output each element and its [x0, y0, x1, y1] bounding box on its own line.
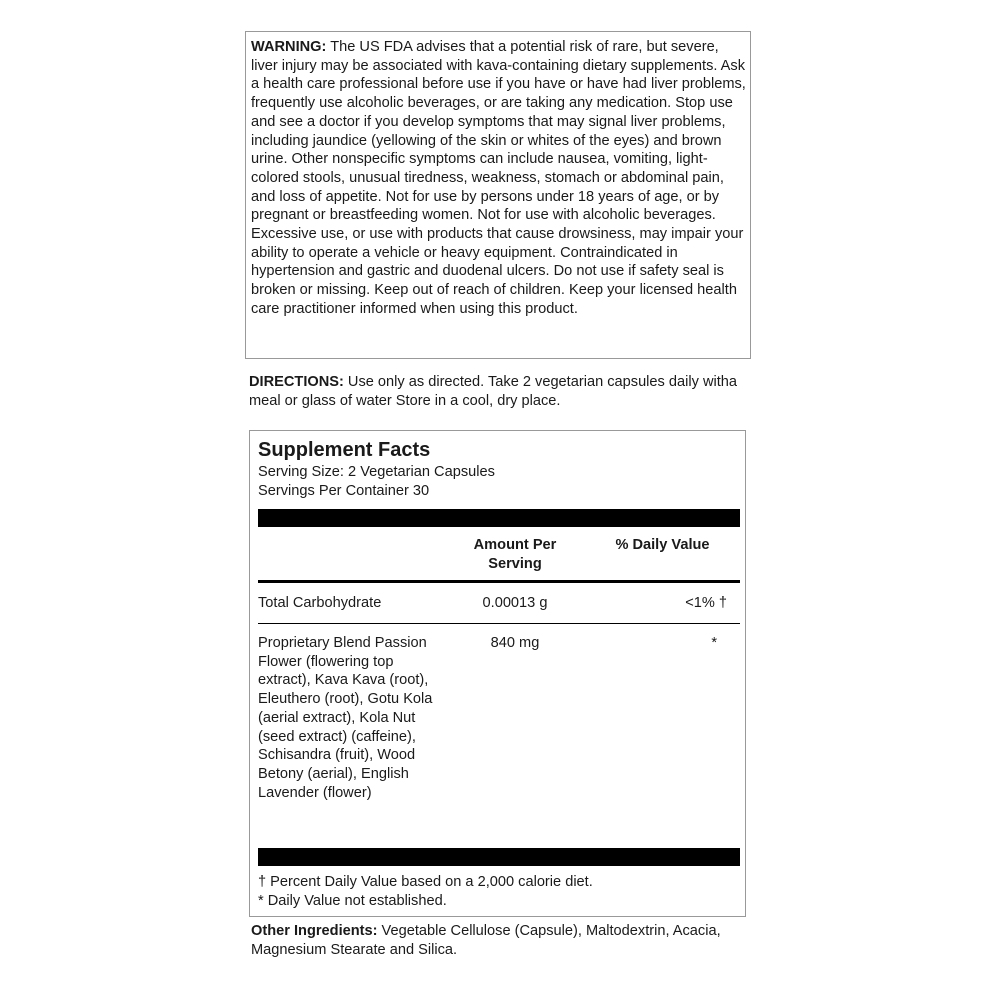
- directions-text: Use only as directed. Take 2 vegetarian capsules daily witha meal or glass of water Store in a cool, dry place.: [249, 374, 738, 409]
- warning-text: The US FDA advises that a potential risk of rare, but severe, liver injury may be associated with kava-containing dietary supplements. Ask a health care professional before use if you have or have had liver problems, frequently use alcoholic beverages, or are taking any medication. Stop use and see a doctor if you develop symptoms that may signal liver problems, including jaundice (yellowing of the skin or whites of the eyes) and brown urine. Other nonspecific symptoms can include nausea, vomiting, light-colored stools, unusual tiredness, weakness, stomach or abdominal pain, and loss of appetite. Not for use by persons under 18 years of age, or by pregnant or breastfeeding women. Not for use with alcoholic beverages. Excessive use, or use with products that cause drowsiness, may impair your ability to operate a vehicle or heavy equipment. Contraindicated in hypertension and gastric and duodenal ulcers. Do not use if safety seal is broken or missing. Keep out of reach of children. Keep your licensed health care practitioner informed when using this product.: [251, 39, 746, 317]
- blend-daily-value: *: [711, 635, 717, 651]
- servings-per-container: Servings Per Container 30: [258, 483, 430, 499]
- warning-box: [245, 31, 751, 359]
- other-ingredients-label: Other Ingredients:: [251, 923, 378, 939]
- column-header-amount: Amount Per Serving: [473, 537, 557, 572]
- row-divider: [258, 623, 740, 624]
- blend-name: Proprietary Blend Passion Flower (flowering top extract), Kava Kava (root), Eleuthero (root), Gotu Kola (aerial extract), Kola Nut (seed extract) (caffeine), Schisandra (fruit), Wood Betony (aerial), English Lavender (flower): [258, 635, 433, 801]
- footnote-not-established: * Daily Value not established.: [258, 893, 447, 909]
- serving-info: [258, 463, 495, 501]
- footnote-percent-dv: † Percent Daily Value based on a 2,000 calorie diet.: [258, 874, 593, 890]
- nutrient-amount: 0.00013 g: [482, 595, 548, 611]
- warning-label: WARNING:: [251, 39, 327, 55]
- nutrient-daily-value: <1% †: [685, 595, 727, 611]
- serving-size: Serving Size: 2 Vegetarian Capsules: [258, 464, 495, 480]
- directions: [249, 373, 749, 410]
- header-divider: [258, 580, 740, 583]
- other-ingredients-text: Vegetable Cellulose (Capsule), Maltodextrin, Acacia, Magnesium Stearate and Silica.: [251, 923, 721, 958]
- thick-divider-bottom: [258, 848, 740, 866]
- directions-label: DIRECTIONS:: [249, 374, 344, 390]
- column-header-daily-value: % Daily Value: [615, 537, 710, 553]
- blend-amount: 840 mg: [490, 635, 540, 651]
- thick-divider-top: [258, 509, 740, 527]
- facts-title: Supplement Facts: [258, 439, 431, 461]
- supplement-facts-panel: [249, 430, 746, 917]
- other-ingredients: [251, 922, 751, 959]
- nutrient-name: Total Carbohydrate: [258, 595, 382, 611]
